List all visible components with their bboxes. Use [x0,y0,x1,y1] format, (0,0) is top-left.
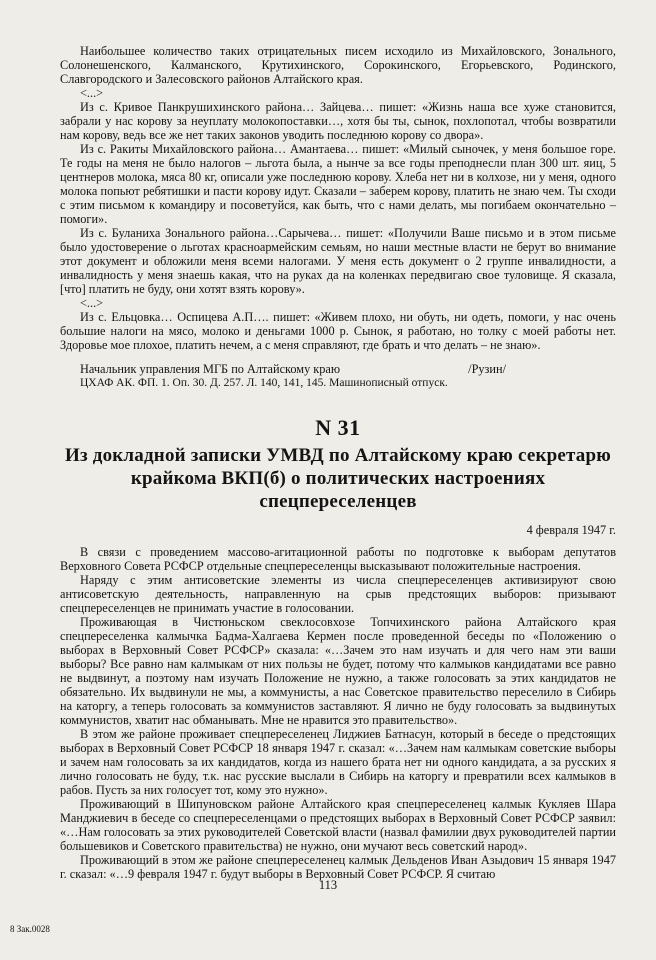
sheet-mark: 8 Зак.0028 [10,924,50,934]
page-content [60,44,616,881]
paragraph: Из с. Кривое Панкрушихинского района… Зайцева… пишет: «Жизнь наша все хуже становится, забрали у нас корову за неуплату молокопоставки…, хотя бы ты, сынок, похлопотал, чтобы возвратили нам корову, ведь все же нет таких законов уводить последнюю корову со двора». [60,100,616,142]
document-number: N 31 [315,415,361,440]
paragraph: Из с. Ракиты Михайловского района… Амантаева… пишет: «Милый сыночек, у меня большое горе. Те годы на меня не было налогов – льгота была, а нынче за все годы преподнесли план 300 шт. яиц, 5 центнеров молока, мяса 80 кг, описали уже последнюю корову. Хлеба нет ни в колхозе, ни у меня, одного молока попьют ребятишки и пасти корову идут. Сказали – заберем корову, платить не знаю чем. Ты сходи с этим письмом к командиру и посоветуйся, как быть, что с нами делать, мы погибаем окончательно – помоги». [60,142,616,226]
paragraph: Проживающий в этом же районе спецпереселенец калмык Дельденов Иван Азыдович 15 января 1947 г. сказал: «…9 февраля 1947 г. будут выборы в Верховный Совет РСФСР. Я считаю [60,853,616,881]
paragraph: Из с. Ельцовка… Оспицева А.П…. пишет: «Живем плохо, ни обуть, ни одеть, помоги, у нас очень большие налоги на мясо, молоко и деньгами 1000 р. Сынок, я работаю, но толку с моей работы нет. Здоровье мое плохое, платить нечем, а с меня справляют, где брать и что делать – не знаю». [60,310,616,352]
omission-mark: <...> [80,296,104,310]
paragraph: Проживающий в Шипуновском районе Алтайского края спецпереселенец калмык Кукляев Шара Манджиевич в беседе со спецпереселенцами о предстоящих выборах в Верховный Совет РСФСР заявил: «…Нам голосовать за этих руководителей Советской власти (назвал фамилии двух руководителей партии большевиков и Советского правительства) не нужно, они мучают весь советский народ». [60,797,616,853]
signature-position: Начальник управления МГБ по Алтайскому краю [80,362,341,376]
page-number: 113 [318,878,338,892]
paragraph: В связи с проведением массово-агитационной работы по подготовке к выборам депутатов Верховного Совета РСФСР отдельные спецпереселенцы высказывают положительные настроения. [60,545,616,573]
document-date: 4 февраля 1947 г. [526,523,616,537]
paragraph: Проживающая в Чистюньском свеклосовхозе Топчихинского района Алтайского края спецпереселенка калмычка Бадма-Халгаева Кермен после проведенной беседы по «Положению о выборах в Верховный Совет РСФСР» сказала: «…Зачем это нам изучать и для чего нам эти ваши выборы? Все равно нам калмыкам от них пользы не будет, потому что калмыков кандидатами все равно не выдвинут, а поэтому нам изучать Положение не нужно, а также голосовать за этих кандидатов не обязательно. Их выдвинули не мы, а коммунисты, а нас Советское правительство переселило в Сибирь на каторгу, а теперь голосовать за коммунистов заставляют. Я лично не буду голосовать за выдвинутых коммунистов, хватит нас обманывать. Мне не нравится это правительство». [60,615,616,727]
archive-reference: ЦХАФ АК. ФП. 1. Оп. 30. Д. 257. Л. 140, 141, 145. Машинописный отпуск. [80,377,448,389]
paragraph: Наибольшее количество таких отрицательных писем исходило из Михайловского, Зонального, Солонешенского, Калманского, Крутихинского, Сорокинского, Егорьевского, Родинского, Славгородского и Залесовского районов Алтайского края. [60,44,616,86]
paragraph: В этом же районе проживает спецпереселенец Лиджиев Батнасун, который в беседе о предстоящих выборах в Верховный Совет РСФСР 18 января 1947 г. сказал: «…Зачем нам калмыкам советские выборы и зачем нам голосовать за их кандидатов, когда из нашего брата нет ни одного кандидата, а за русских я лично голосовать не буду, т.к. нас русские выслали в Сибирь на каторгу и превратили всех калмыков в рабов. Пусть за них голосует тот, кому это нужно». [60,727,616,797]
omission-mark: <...> [80,86,104,100]
paragraph: Наряду с этим антисоветские элементы из числа спецпереселенцев активизируют свою антисоветскую деятельность, направленную на срыв предстоящих выборов: призывают спецпереселенцев не принимать участие в голосовании. [60,573,616,615]
signature-line [60,362,616,376]
signature-name: /Рузин/ [468,362,506,376]
paragraph: Из с. Буланиха Зонального района…Сарычева… пишет: «Получили Ваше письмо и в этом письме было удостоверение о льготах красноармейским семьям, но наши местные власти не берут во внимание этот документ и обложили меня всеми налогами. У меня есть документ о 2 группе инвалидности, а инвалидность у меня знаешь какая, что на руках да на коленках передвигаю свое туловище. Я сказала, [что] платить не буду, они хотят взять корову». [60,226,616,296]
document-title: Из докладной записки УМВД по Алтайскому краю секретарю крайкома ВКП(б) о политических настроениях спецпереселенцев [65,445,611,512]
